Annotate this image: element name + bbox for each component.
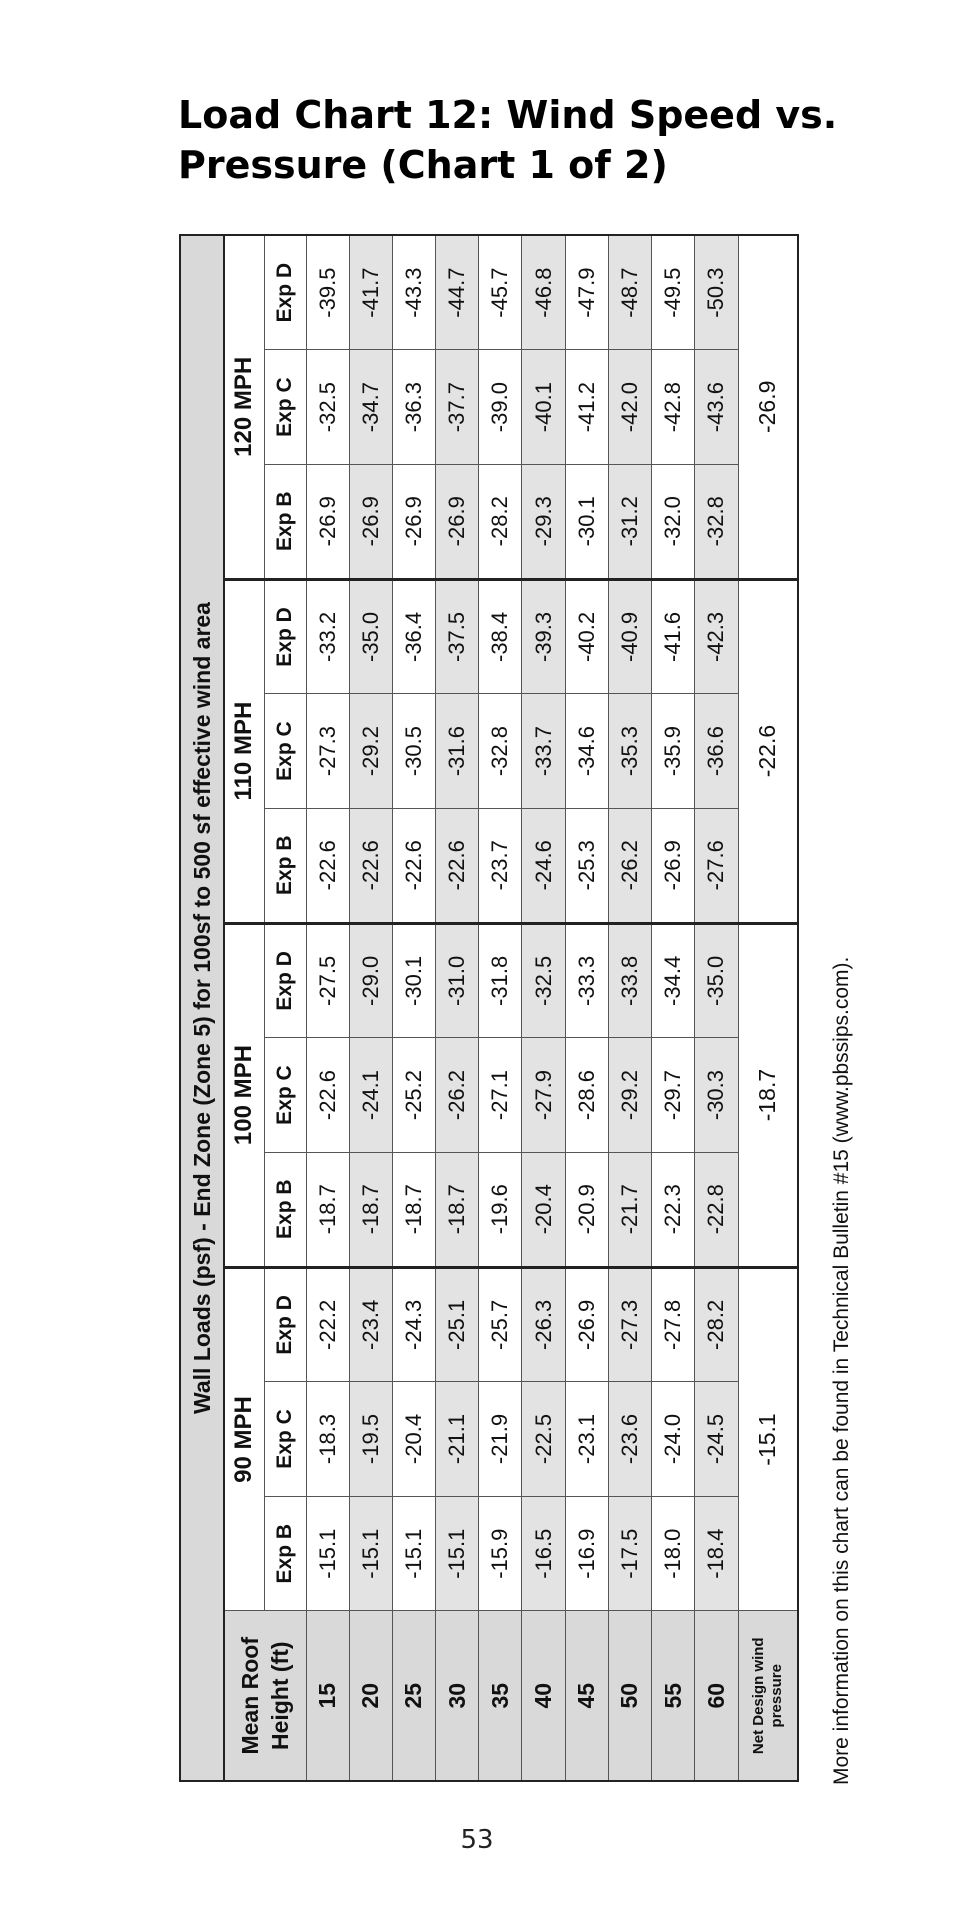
table-cell: -27.1 [479,1038,522,1153]
table-cell: -22.6 [349,808,392,923]
table-cell: -41.6 [652,579,695,694]
table-cell: -31.2 [608,464,651,579]
row-height-label: 20 [349,1611,392,1781]
table-row [522,235,565,1781]
table-cell: -38.4 [479,579,522,694]
table-cell: -26.9 [392,464,435,579]
table-row [306,235,349,1781]
table-cell: -29.7 [652,1038,695,1153]
table-cell: -36.4 [392,579,435,694]
table-cell: -39.3 [522,579,565,694]
table-cell: -30.1 [392,923,435,1038]
table-cell: -27.5 [306,923,349,1038]
net-pressure-value: -15.1 [738,1267,798,1611]
table-cell: -17.5 [608,1496,651,1611]
load-chart-table-wrapper [179,234,799,1782]
table-cell: -35.0 [695,923,738,1038]
exposure-header: Exp D [264,923,306,1038]
table-cell: -25.2 [392,1038,435,1153]
speed-header: 100 MPH [224,923,264,1267]
speed-header: 110 MPH [224,579,264,923]
table-cell: -26.9 [565,1267,608,1382]
table-cell: -20.4 [392,1382,435,1497]
table-cell: -23.4 [349,1267,392,1382]
table-cell: -22.6 [306,1038,349,1153]
row-height-label: 40 [522,1611,565,1781]
table-cell: -49.5 [652,235,695,350]
table-body [306,235,738,1781]
net-pressure-value: -18.7 [738,923,798,1267]
table-cell: -34.4 [652,923,695,1038]
exposure-header: Exp D [264,235,306,350]
table-cell: -18.7 [392,1152,435,1267]
table-cell: -22.3 [652,1152,695,1267]
table-cell: -29.0 [349,923,392,1038]
table-row [349,235,392,1781]
table-cell: -37.5 [436,579,479,694]
table-cell: -33.3 [565,923,608,1038]
table-cell: -40.1 [522,350,565,465]
table-cell: -39.0 [479,350,522,465]
table-cell: -41.2 [565,350,608,465]
table-cell: -15.1 [349,1496,392,1611]
table-cell: -29.2 [349,694,392,809]
table-cell: -26.3 [522,1267,565,1382]
table-cell: -24.3 [392,1267,435,1382]
table-cell: -26.9 [306,464,349,579]
table-cell: -26.2 [608,808,651,923]
row-height-label: 35 [479,1611,522,1781]
table-cell: -21.7 [608,1152,651,1267]
table-cell: -50.3 [695,235,738,350]
table-cell: -42.8 [652,350,695,465]
table-row [652,235,695,1781]
page-number: 53 [460,1825,494,1855]
speed-header: 120 MPH [224,235,264,579]
table-cell: -24.5 [695,1382,738,1497]
table-cell: -18.0 [652,1496,695,1611]
table-row [392,235,435,1781]
page-title [178,90,898,190]
table-cell: -42.0 [608,350,651,465]
table-cell: -40.9 [608,579,651,694]
table-cell: -29.3 [522,464,565,579]
row-height-label: 60 [695,1611,738,1781]
exposure-header: Exp C [264,1038,306,1153]
table-row [565,235,608,1781]
exposure-header: Exp D [264,1267,306,1382]
table-cell: -19.5 [349,1382,392,1497]
table-cell: -22.6 [392,808,435,923]
row-height-label: 15 [306,1611,349,1781]
exposure-header: Exp B [264,1496,306,1611]
table-cell: -16.5 [522,1496,565,1611]
table-cell: -25.1 [436,1267,479,1382]
table-row [608,235,651,1781]
row-height-label: 50 [608,1611,651,1781]
table-cell: -20.9 [565,1152,608,1267]
row-header-line-2: Height (ft) [267,1641,294,1751]
row-height-label: 25 [392,1611,435,1781]
table-cell: -18.4 [695,1496,738,1611]
table-cell: -15.9 [479,1496,522,1611]
table-cell: -36.3 [392,350,435,465]
row-height-label: 30 [436,1611,479,1781]
exposure-header: Exp B [264,464,306,579]
table-cell: -20.4 [522,1152,565,1267]
row-height-label: 55 [652,1611,695,1781]
table-row [479,235,522,1781]
table-cell: -33.7 [522,694,565,809]
table-cell: -23.6 [608,1382,651,1497]
speed-header: 90 MPH [224,1267,264,1611]
page-title-line-1: Load Chart 12: Wind Speed vs. [178,93,838,137]
table-cell: -23.1 [565,1382,608,1497]
table-cell: -33.2 [306,579,349,694]
table-cell: -30.5 [392,694,435,809]
table-cell: -27.8 [652,1267,695,1382]
table-cell: -24.0 [652,1382,695,1497]
table-row [436,235,479,1781]
table-row [695,235,738,1781]
table-cell: -22.6 [306,808,349,923]
exposure-header: Exp C [264,350,306,465]
table-cell: -18.7 [349,1152,392,1267]
exposure-header: Exp D [264,579,306,694]
table-cell: -15.1 [306,1496,349,1611]
table-cell: -28.6 [565,1038,608,1153]
table-cell: -16.9 [565,1496,608,1611]
exposure-header: Exp C [264,694,306,809]
table-cell: -18.7 [436,1152,479,1267]
table-cell: -43.6 [695,350,738,465]
row-header [224,1611,306,1781]
table-cell: -42.3 [695,579,738,694]
table-cell: -40.2 [565,579,608,694]
exposure-header: Exp B [264,1152,306,1267]
table-cell: -27.3 [306,694,349,809]
table-cell: -28.2 [695,1267,738,1382]
table-cell: -22.5 [522,1382,565,1497]
table-cell: -45.7 [479,235,522,350]
table-cell: -48.7 [608,235,651,350]
table-cell: -35.0 [349,579,392,694]
table-cell: -27.6 [695,808,738,923]
net-pressure-value: -26.9 [738,235,798,579]
table-cell: -26.2 [436,1038,479,1153]
table-cell: -28.2 [479,464,522,579]
table-cell: -30.1 [565,464,608,579]
footnote: More information on this chart can be found in Technical Bulletin #15 (www.pbssips.com). [830,956,853,1785]
table-cell: -21.1 [436,1382,479,1497]
table-cell: -43.3 [392,235,435,350]
load-chart-table [179,234,799,1782]
table-cell: -26.9 [652,808,695,923]
table-cell: -31.8 [479,923,522,1038]
table-cell: -32.8 [479,694,522,809]
table-cell: -15.1 [436,1496,479,1611]
table-cell: -25.7 [479,1267,522,1382]
table-cell: -19.6 [479,1152,522,1267]
table-cell: -34.6 [565,694,608,809]
table-cell: -41.7 [349,235,392,350]
table-cell: -22.2 [306,1267,349,1382]
exposure-header: Exp C [264,1382,306,1497]
table-cell: -32.0 [652,464,695,579]
table-cell: -26.9 [436,464,479,579]
table-cell: -33.8 [608,923,651,1038]
row-header-line-1: Mean Roof [237,1636,264,1755]
table-cell: -27.3 [608,1267,651,1382]
page-title-line-2: Pressure (Chart 1 of 2) [178,143,668,187]
net-pressure-label [738,1611,798,1781]
table-cell: -18.3 [306,1382,349,1497]
table-cell: -25.3 [565,808,608,923]
table-cell: -18.7 [306,1152,349,1267]
row-height-label: 45 [565,1611,608,1781]
table-cell: -35.3 [608,694,651,809]
table-cell: -23.7 [479,808,522,923]
table-cell: -46.8 [522,235,565,350]
table-cell: -32.5 [306,350,349,465]
table-cell: -21.9 [479,1382,522,1497]
table-cell: -32.5 [522,923,565,1038]
table-cell: -32.8 [695,464,738,579]
table-cell: -47.9 [565,235,608,350]
table-cell: -31.0 [436,923,479,1038]
table-cell: -15.1 [392,1496,435,1611]
table-cell: -39.5 [306,235,349,350]
table-cell: -30.3 [695,1038,738,1153]
table-cell: -36.6 [695,694,738,809]
exposure-header: Exp B [264,808,306,923]
table-cell: -27.9 [522,1038,565,1153]
table-cell: -26.9 [349,464,392,579]
table-cell: -37.7 [436,350,479,465]
net-pressure-label-line-1: Net Design wind [749,1637,767,1755]
table-cell: -44.7 [436,235,479,350]
table-cell: -24.1 [349,1038,392,1153]
table-cell: -29.2 [608,1038,651,1153]
table-cell: -22.8 [695,1152,738,1267]
net-pressure-label-line-2: pressure [767,1664,785,1728]
net-pressure-value: -22.6 [738,579,798,923]
table-banner: Wall Loads (psf) - End Zone (Zone 5) for 100sf to 500 sf effective wind area [180,235,224,1781]
table-cell: -35.9 [652,694,695,809]
table-cell: -22.6 [436,808,479,923]
table-cell: -31.6 [436,694,479,809]
table-cell: -24.6 [522,808,565,923]
table-cell: -34.7 [349,350,392,465]
